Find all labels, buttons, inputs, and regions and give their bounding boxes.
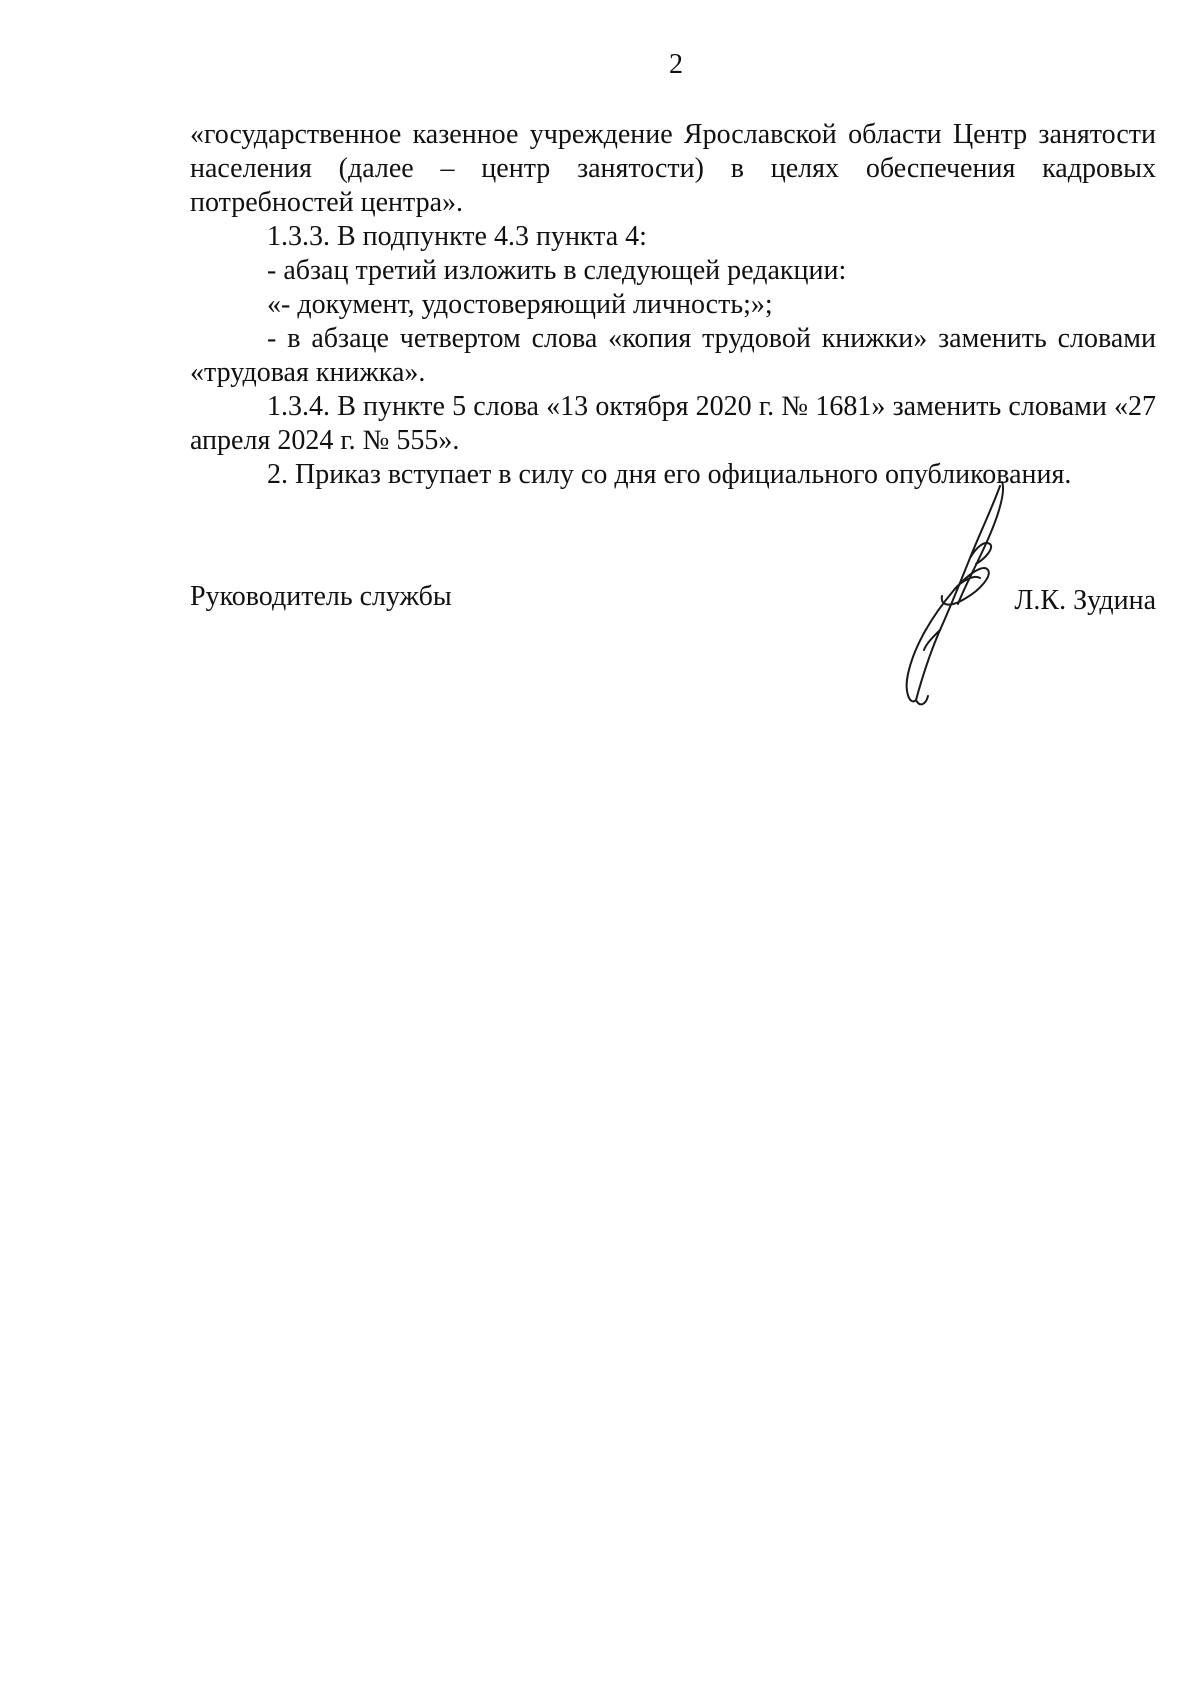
handwritten-signature: [880, 478, 1030, 710]
paragraph-continuation: «государственное казенное учреждение Ярославской области Центр занятости населения (далее – центр занятости) в целях обеспечения кадровых потребностей центра».: [190, 119, 1156, 218]
paragraph-abzac-chetvertyy: - в абзаце четвертом слова «копия трудовой книжки» заменить словами «трудовая книжка».: [190, 323, 1156, 388]
paragraph-2-effective: 2. Приказ вступает в силу со дня его официального опубликования.: [267, 459, 1072, 490]
signer-title: Руководитель службы: [190, 581, 452, 612]
paragraph-new-wording: «- документ, удостоверяющий личность;»;: [267, 289, 773, 320]
paragraph-1-3-4: 1.3.4. В пункте 5 слова «13 октября 2020 г. № 1681» заменить словами «27 апреля 2024 г. № 555».: [190, 391, 1156, 456]
paragraph-1-3-3: 1.3.3. В подпункте 4.3 пункта 4:: [267, 221, 647, 252]
paragraph-abzac-tretiy: - абзац третий изложить в следующей редакции:: [267, 255, 847, 286]
page-number-text: 2: [669, 49, 683, 80]
document-body: [190, 118, 1156, 492]
signer-name: Л.К. Зудина: [1014, 585, 1156, 616]
page-number: [0, 48, 1200, 82]
